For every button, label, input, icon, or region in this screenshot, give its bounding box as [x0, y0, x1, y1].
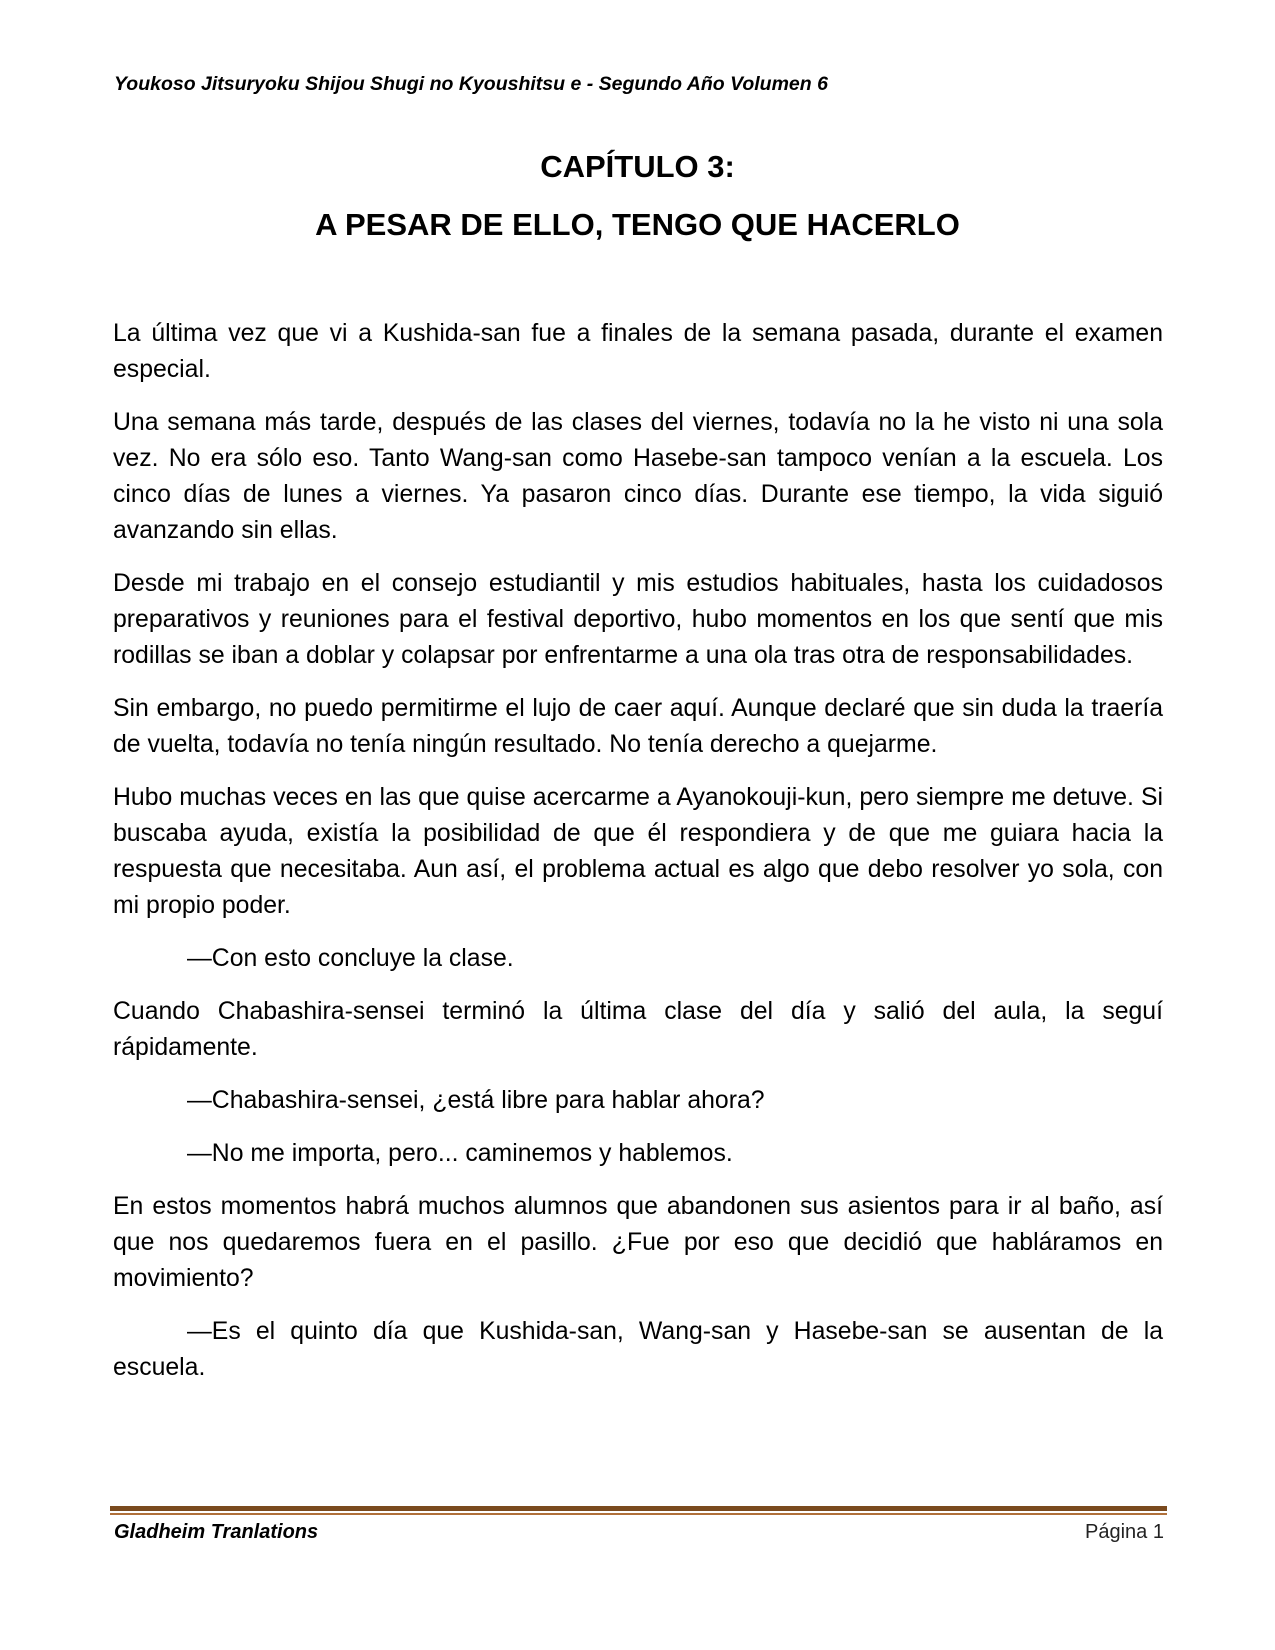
dialogue-line: —Con esto concluye la clase.	[187, 945, 514, 972]
page-number: 1	[1152, 1521, 1164, 1543]
chapter-title: A PESAR DE ELLO, TENGO QUE HACERLO	[315, 207, 960, 242]
paragraph: Una semana más tarde, después de las clases del viernes, todavía no la he visto ni una sola vez. No era sólo eso. Tanto Wang-san como Hasebe-san tampoco venían a la escuela. Los cinco días de lunes a viernes. Ya pasaron cinco días. Durante ese tiempo, la vida siguió avanzando sin ellas.	[113, 409, 1163, 544]
paragraph: La última vez que vi a Kushida-san fue a finales de la semana pasada, durante el examen especial.	[113, 320, 1163, 383]
footer-divider-thick	[110, 1506, 1167, 1511]
translator-credit: Gladheim Tranlations	[114, 1521, 319, 1543]
paragraph: Hubo muchas veces en las que quise acercarme a Ayanokouji-kun, pero siempre me detuve. Si buscaba ayuda, existía la posibilidad de que él respondiera y de que me guiara hacia la respuesta que necesitaba. Aun así, el problema actual es algo que debo resolver yo sola, con mi propio poder.	[113, 784, 1163, 919]
footer-divider	[110, 1506, 1167, 1515]
page-indicator	[1085, 1521, 1164, 1544]
footer-divider-thin	[110, 1513, 1167, 1515]
dialogue-line: —Es el quinto día que Kushida-san, Wang-san y Hasebe-san se ausentan de la escuela.	[113, 1318, 1163, 1381]
paragraph: Cuando Chabashira-sensei terminó la última clase del día y salió del aula, la seguí rápidamente.	[113, 998, 1163, 1061]
chapter-heading	[0, 147, 1275, 245]
paragraph: Sin embargo, no puedo permitirme el lujo de caer aquí. Aunque declaré que sin duda la traería de vuelta, todavía no tenía ningún resultado. No tenía derecho a quejarme.	[113, 695, 1163, 758]
page-label: Página	[1085, 1521, 1148, 1543]
paragraph: En estos momentos habrá muchos alumnos que abandonen sus asientos para ir al baño, así que nos quedaremos fuera en el pasillo. ¿Fue por eso que decidió que habláramos en movimiento?	[113, 1193, 1163, 1292]
dialogue-line: —No me importa, pero... caminemos y hablemos.	[187, 1140, 733, 1167]
running-header: Youkoso Jitsuryoku Shijou Shugi no Kyoushitsu e - Segundo Año Volumen 6	[114, 73, 828, 95]
paragraph: Desde mi trabajo en el consejo estudiantil y mis estudios habituales, hasta los cuidadosos preparativos y reuniones para el festival deportivo, hubo momentos en los que sentí que mis rodillas se iban a doblar y colapsar por enfrentarme a una ola tras otra de responsabilidades.	[113, 570, 1163, 669]
dialogue-line: —Chabashira-sensei, ¿está libre para hablar ahora?	[187, 1087, 765, 1114]
chapter-number: CAPÍTULO 3:	[540, 149, 735, 184]
chapter-body	[113, 316, 1163, 1403]
